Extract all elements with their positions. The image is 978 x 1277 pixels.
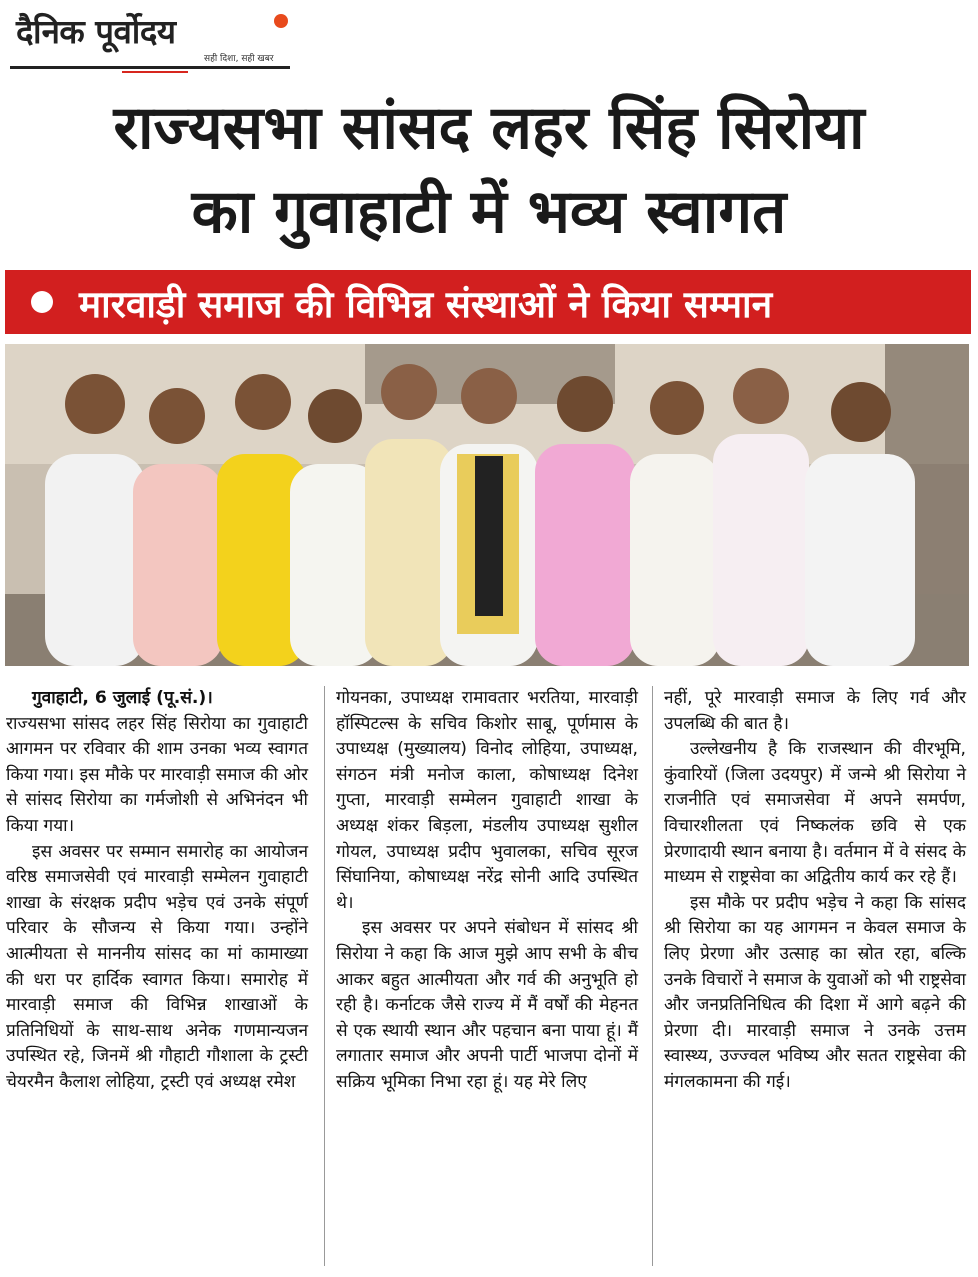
subheadline: मारवाड़ी समाज की विभिन्न संस्थाओं ने किया सम्मान	[79, 282, 773, 326]
headline-line-1: राज्यसभा सांसद लहर सिंह सिरोया	[113, 93, 865, 163]
column-divider	[324, 686, 325, 1266]
column-divider	[652, 686, 653, 1266]
article-paragraph	[6, 686, 308, 840]
masthead	[10, 4, 290, 72]
headline-line-2: का गुवाहाटी में भव्य स्वागत	[191, 177, 787, 247]
article-column-2	[336, 686, 638, 1096]
article-paragraph: इस मौके पर प्रदीप भड़ेच ने कहा कि सांसद श्री सिरोया का यह आगमन न केवल समाज के लिए प्रेरणा और उत्साह का स्रोत रहा, बल्कि उनके विचारों ने समाज के युवाओं को भी राष्ट्रसेवा और जनप्रतिनिधित्व की दिशा में आगे बढ़ने की प्रेरणा दी। मारवाड़ी समाज ने उनके उत्तम स्वास्थ्य, उज्ज्वल भविष्य और सतत राष्ट्रसेवा की मंगलकामना की गई।	[664, 892, 966, 1092]
headline	[0, 86, 978, 254]
masthead-accent-line	[122, 71, 188, 73]
article-paragraph: उल्लेखनीय है कि राजस्थान की वीरभूमि, कुंवारियों (जिला उदयपुर) में जन्मे श्री सिरोया ने राजनीति एवं समाजसेवा में अपने समर्पण, विचारशीलता एवं निष्कलंक छवि से एक प्रेरणादायी स्थान बनाया है। वर्तमान में वे संसद के माध्यम से राष्ट्रसेवा का अद्वितीय कार्य कर रहे हैं।	[664, 739, 966, 888]
article-paragraph: नहीं, पूरे मारवाड़ी समाज के लिए गर्व और उपलब्धि की बात है।	[664, 688, 966, 734]
group-photo-illustration	[5, 344, 969, 666]
logo-dot-icon	[274, 14, 288, 28]
dateline: गुवाहाटी, 6 जुलाई (पू.सं.)।	[32, 688, 213, 708]
article-paragraph: इस अवसर पर अपने संबोधन में सांसद श्री सिरोया ने कहा कि आज मुझे आप सभी के बीच आकर बहुत आत्मीयता और गर्व की अनुभूति हो रही है। कर्नाटक जैसे राज्य में मैं वर्षों की मेहनत से एक स्थायी स्थान और पहचान बना पाया हूं। मैं लगातार समाज और अपनी पार्टी भाजपा दोनों में सक्रिय भूमिका निभा रहा हूं। यह मेरे लिए	[336, 918, 638, 1092]
group-photo	[5, 344, 969, 666]
bullet-icon	[31, 291, 53, 313]
newspaper-logo: दैनिक पूर्वोदय	[16, 12, 176, 51]
subheadline-bar	[5, 270, 971, 334]
masthead-rule	[10, 66, 290, 69]
article-column-1	[6, 686, 308, 1096]
article-paragraph: इस अवसर पर सम्मान समारोह का आयोजन वरिष्ठ समाजसेवी एवं मारवाड़ी सम्मेलन गुवाहाटी शाखा के संरक्षक प्रदीप भड़ेच एवं उनके संपूर्ण परिवार के सौजन्य से किया गया। उन्होंने आत्मीयता से माननीय सांसद का मां कामाख्या की धरा पर हार्दिक स्वागत किया। समारोह में मारवाड़ी समाज की विभिन्न शाखाओं के प्रतिनिधियों के साथ-साथ अनेक गणमान्यजन उपस्थित रहे, जिनमें श्री गौहाटी गौशाला के ट्रस्टी चेयरमैन कैलाश लोहिया, ट्रस्टी एवं अध्यक्ष रमेश	[6, 841, 308, 1092]
newspaper-tagline: सही दिशा, सही खबर	[204, 54, 274, 64]
article-paragraph: गोयनका, उपाध्यक्ष रामावतार भरतिया, मारवाड़ी हॉस्पिटल्स के सचिव किशोर साबू, पूर्णमास के उपाध्यक्ष (मुख्यालय) विनोद लोहिया, उपाध्यक्ष, संगठन मंत्री मनोज काला, कोषाध्यक्ष दिनेश गुप्ता, मारवाड़ी सम्मेलन गुवाहाटी शाखा के अध्यक्ष शंकर बिड़ला, मंडलीय उपाध्यक्ष सुशील गोयल, उपाध्यक्ष प्रदीप भुवालका, सचिव सूरज सिंघानिया, कोषाध्यक्ष नरेंद्र सोनी आदि उपस्थित थे।	[336, 688, 638, 913]
article-text: राज्यसभा सांसद लहर सिंह सिरोया का गुवाहाटी आगमन पर रविवार की शाम उनका भव्य स्वागत किया गया। इस मौके पर मारवाड़ी समाज की ओर से सांसद सिरोया का गर्मजोशी से अभिनंदन भी किया गया।	[6, 713, 308, 836]
article-column-3	[664, 686, 966, 1096]
